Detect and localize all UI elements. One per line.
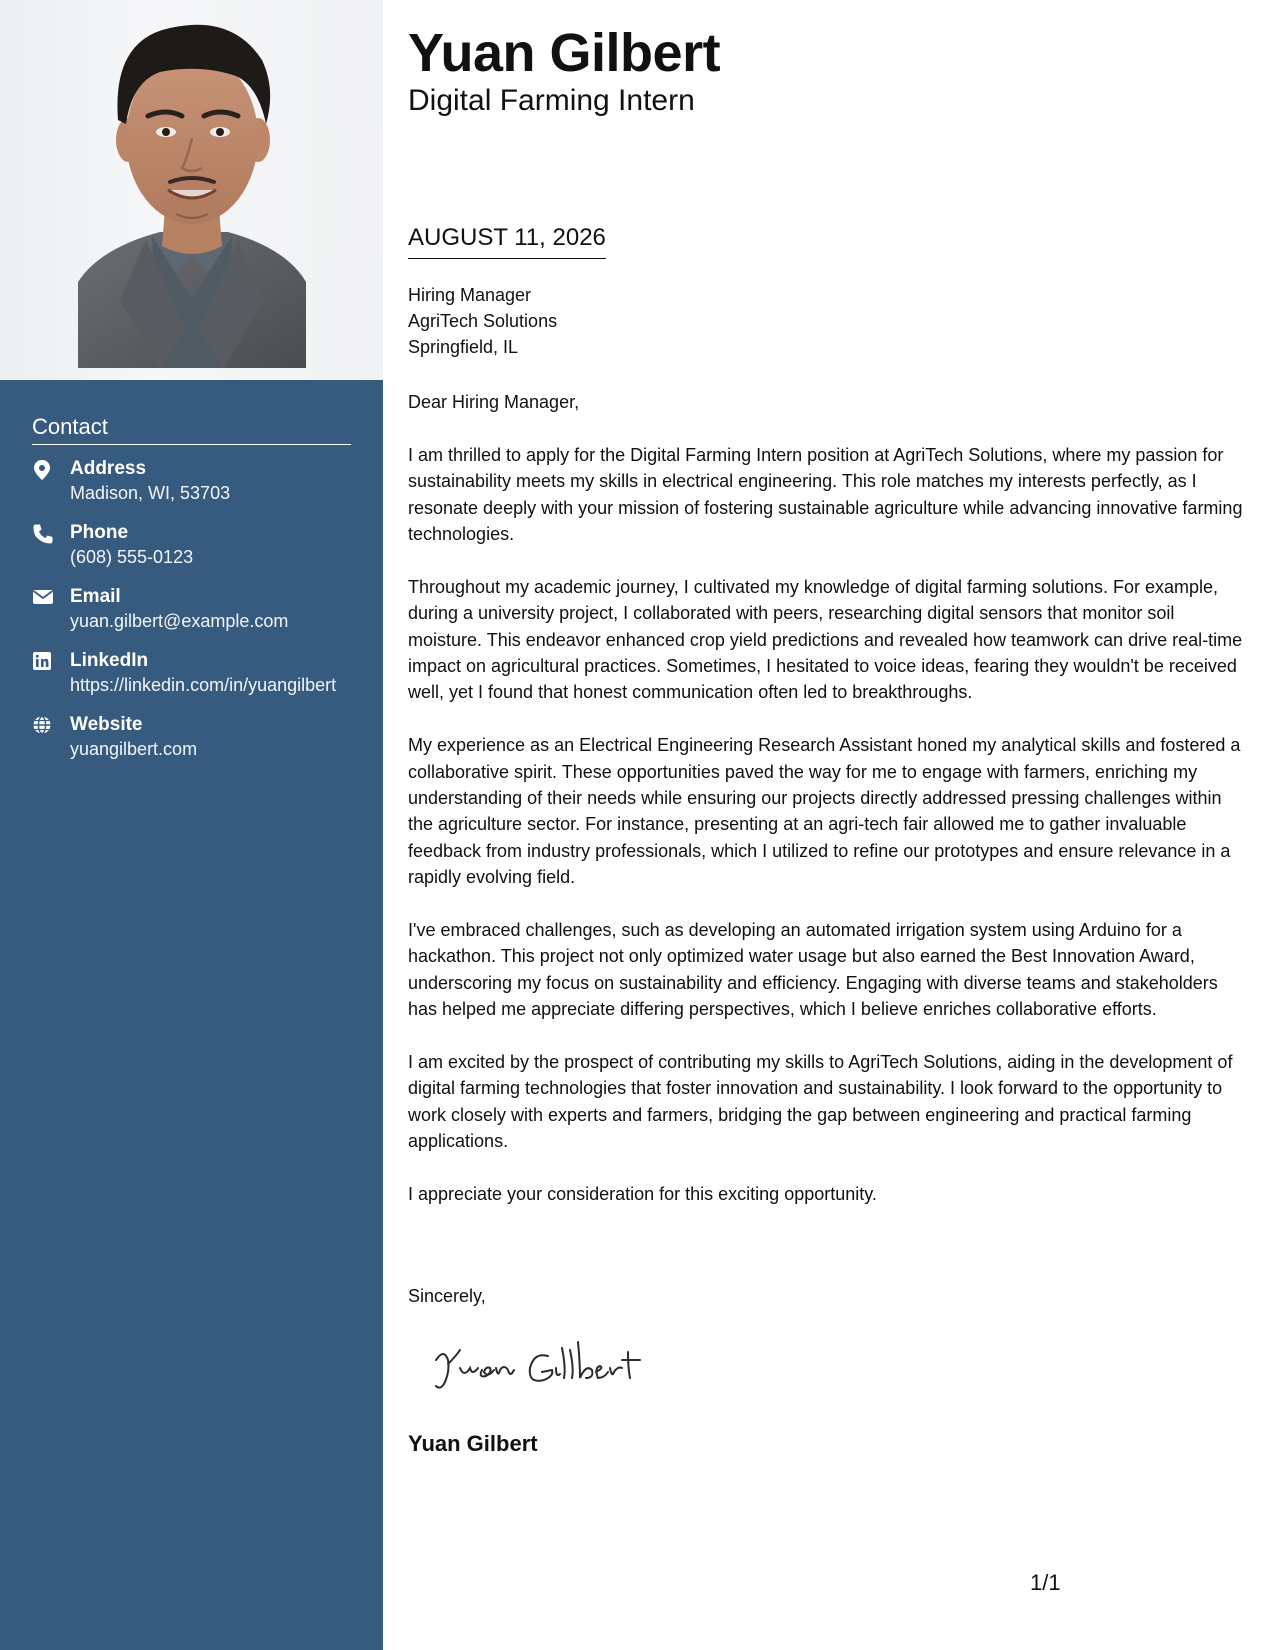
- contact-label: LinkedIn: [70, 650, 149, 671]
- applicant-title: Digital Farming Intern: [408, 84, 695, 117]
- phone-value[interactable]: (608) 555-0123: [70, 547, 194, 567]
- sidebar: [0, 0, 383, 1650]
- contact-label: Website: [70, 714, 143, 735]
- linkedin-icon: [32, 649, 70, 697]
- contact-item-phone: [32, 521, 351, 569]
- email-link[interactable]: yuan.gilbert@example.com: [70, 611, 289, 631]
- applicant-name: Yuan Gilbert: [408, 23, 721, 83]
- linkedin-link[interactable]: https://linkedin.com/in/yuangilbert: [70, 675, 337, 695]
- salutation: Dear Hiring Manager,: [408, 392, 580, 412]
- phone-icon: [32, 521, 70, 569]
- body-paragraph: I am thrilled to apply for the Digital Farming Intern position at AgriTech Solutions, where my passion for sustainability meets my skills in electrical engineering. This role matches my interests perfectly, as I resonate deeply with your mission of fostering sustainable agriculture while advancing innovative farming technologies.: [408, 444, 1243, 545]
- body-paragraph: Throughout my academic journey, I cultivated my knowledge of digital farming solutions. For example, during a university project, I collaborated with peers, researching digital sensors that monitor soil moisture. This endeavor enhanced crop yield predictions and revealed how teamwork can drive real-time impact on agricultural practices. Sometimes, I hesitated to voice ideas, fearing they wouldn't be received well, yet I found that honest communication often led to breakthroughs.: [408, 576, 1243, 703]
- letter-body: [408, 389, 1243, 1234]
- closing: Sincerely,: [408, 1286, 486, 1306]
- letter-date: AUGUST 11, 2026: [408, 224, 606, 259]
- body-paragraph: I've embraced challenges, such as developing an automated irrigation system using Arduino for a hackathon. This project not only optimized water usage but also earned the Best Innovation Award, underscoring my focus on sustainability and efficiency. Engaging with diverse teams and stakeholders has helped me appreciate differing perspectives, which I believe enriches collaborative efforts.: [408, 920, 1218, 1020]
- signer-name: Yuan Gilbert: [408, 1431, 538, 1456]
- contact-item-email: [32, 585, 351, 633]
- address-value: Madison, WI, 53703: [70, 483, 231, 503]
- envelope-icon: [32, 585, 70, 633]
- contact-item-linkedin: [32, 649, 351, 697]
- contact-label: Phone: [70, 522, 129, 543]
- body-paragraph: My experience as an Electrical Engineering Research Assistant honed my analytical skills and fostered a collaborative spirit. These opportunities paved the way for me to engage with farmers, enriching my understanding of their needs while ensuring our projects directly addressed pressing challenges within the agriculture sector. For instance, presenting at an agri-tech fair allowed me to gather invaluable feedback from industry professionals, which I utilized to refine our prototypes and ensure relevance in a rapidly evolving field.: [408, 735, 1241, 888]
- page-number: 1/1: [1030, 1570, 1061, 1595]
- profile-photo: [0, 0, 383, 380]
- website-link[interactable]: yuangilbert.com: [70, 739, 198, 759]
- contact-section: [32, 414, 351, 777]
- map-pin-icon: [32, 457, 70, 505]
- globe-icon: [32, 713, 70, 761]
- recipient-line: Hiring Manager: [408, 285, 532, 305]
- recipient-line: AgriTech Solutions: [408, 311, 558, 331]
- contact-label: Address: [70, 458, 147, 479]
- contact-label: Email: [70, 586, 121, 607]
- contact-item-website: [32, 713, 351, 761]
- recipient-line: Springfield, IL: [408, 337, 519, 357]
- handwritten-signature: [430, 1338, 650, 1403]
- contact-title: Contact: [32, 414, 351, 445]
- body-paragraph: I appreciate your consideration for this exciting opportunity.: [408, 1184, 877, 1205]
- contact-item-address: [32, 457, 351, 505]
- body-paragraph: I am excited by the prospect of contributing my skills to AgriTech Solutions, aiding in the development of digital farming technologies that foster innovation and sustainability. I look forward to the opportunity to work closely with experts and farmers, bridging the gap between engineering and practical farming applications.: [408, 1052, 1233, 1152]
- recipient-block: [408, 282, 557, 360]
